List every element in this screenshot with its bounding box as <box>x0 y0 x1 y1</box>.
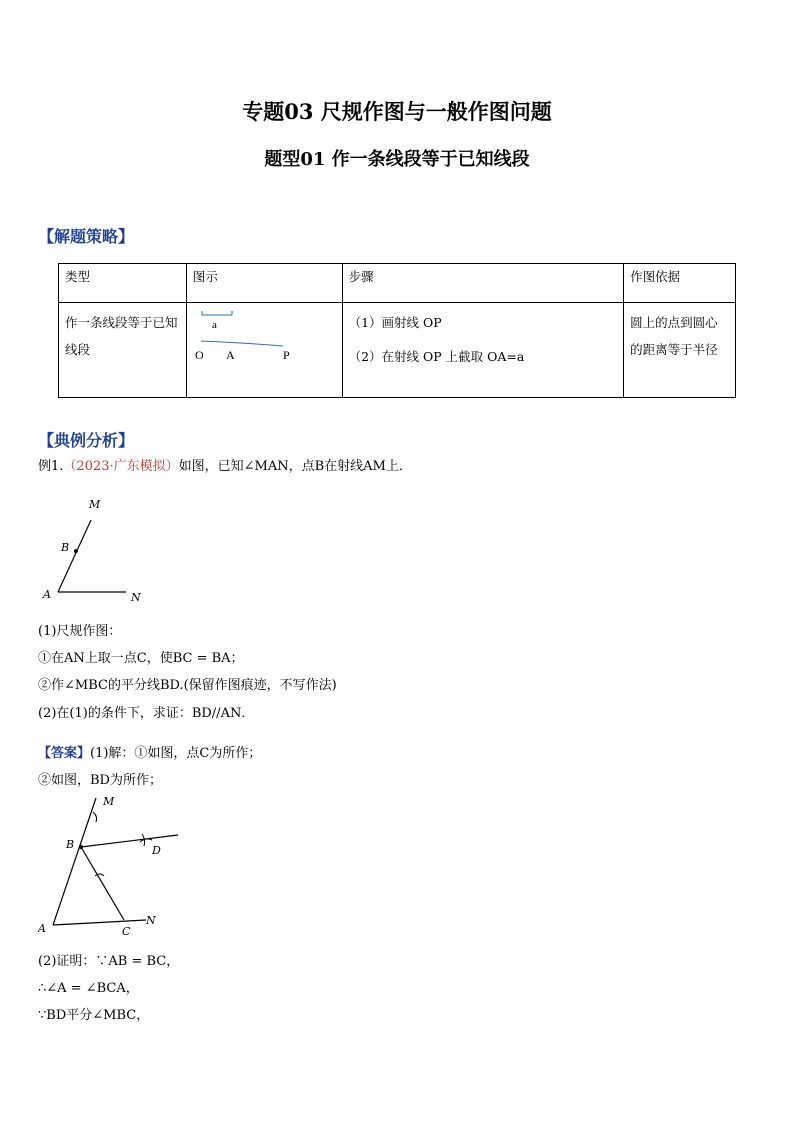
answer-tag: 【答案】 <box>38 746 91 761</box>
answer-line-2: ②如图，BD为所作； <box>38 773 162 788</box>
page-title: 专题03 尺规作图与一般作图问题 <box>242 99 552 124</box>
question-1: (1)尺规作图： <box>38 624 122 639</box>
question-1a: ①在AN上取一点C，使BC = BA； <box>38 651 244 666</box>
fig1-label-b: B <box>61 541 70 554</box>
cell-figure <box>186 303 342 398</box>
col-header-steps: 步骤 <box>342 264 624 303</box>
page-subtitle: 题型01 作一条线段等于已知线段 <box>264 149 530 170</box>
fig2-label-b: B <box>66 838 75 851</box>
col-header-basis: 作图依据 <box>624 264 736 303</box>
point-label-p: P <box>282 348 290 362</box>
example-prefix: 例1. <box>38 459 64 474</box>
cell-basis: 圆上的点到圆心的距离等于半径 <box>624 303 736 398</box>
proof-line-1: (2)证明：∵AB = BC， <box>38 954 180 969</box>
fig2-label-c: C <box>122 925 131 938</box>
segment-label-a: a <box>211 319 217 331</box>
col-header-figure: 图示 <box>186 264 342 303</box>
col-header-type: 类型 <box>59 264 187 303</box>
table-header-row <box>59 264 736 303</box>
example-heading: 【典例分析】 <box>38 431 135 450</box>
fig2-label-a: A <box>38 922 46 935</box>
fig2-label-n: N <box>146 914 156 927</box>
angle-man-figure <box>38 495 158 610</box>
proof-line-3: ∵BD平分∠MBC， <box>38 1008 150 1023</box>
table-row <box>59 303 736 398</box>
fig1-label-a: A <box>43 588 51 601</box>
point-label-o: O <box>194 348 204 362</box>
example-stem-line <box>38 455 412 474</box>
example-stem: 如图，已知∠MAN，点B在射线AM上． <box>178 459 412 474</box>
answer-line-1 <box>38 742 261 761</box>
construction-figure <box>38 790 188 940</box>
strategy-table <box>58 263 736 398</box>
question-1b: ②作∠MBC的平分线BD.(保留作图痕迹，不写作法) <box>38 678 337 693</box>
segment-figure <box>187 303 337 383</box>
fig2-label-m: M <box>103 795 115 808</box>
proof-line-2: ∴∠A = ∠BCA， <box>38 981 139 996</box>
point-label-a: A <box>225 348 235 362</box>
example-source: （2023·广东模拟） <box>63 459 179 474</box>
question-2: (2)在(1)的条件下，求证：BD//AN． <box>38 706 255 721</box>
step-2: （2）在射线 OP 上截取 OA=a <box>348 349 525 364</box>
fig1-label-m: M <box>89 498 101 511</box>
step-1: （1）画射线 OP <box>348 315 442 330</box>
strategy-heading: 【解题策略】 <box>38 227 135 246</box>
answer-text-1: (1)解：①如图，点C为所作； <box>90 746 262 761</box>
cell-type: 作一条线段等于已知线段 <box>59 303 187 398</box>
cell-steps <box>342 303 624 398</box>
fig2-label-d: D <box>152 844 161 857</box>
fig1-label-n: N <box>131 591 141 604</box>
